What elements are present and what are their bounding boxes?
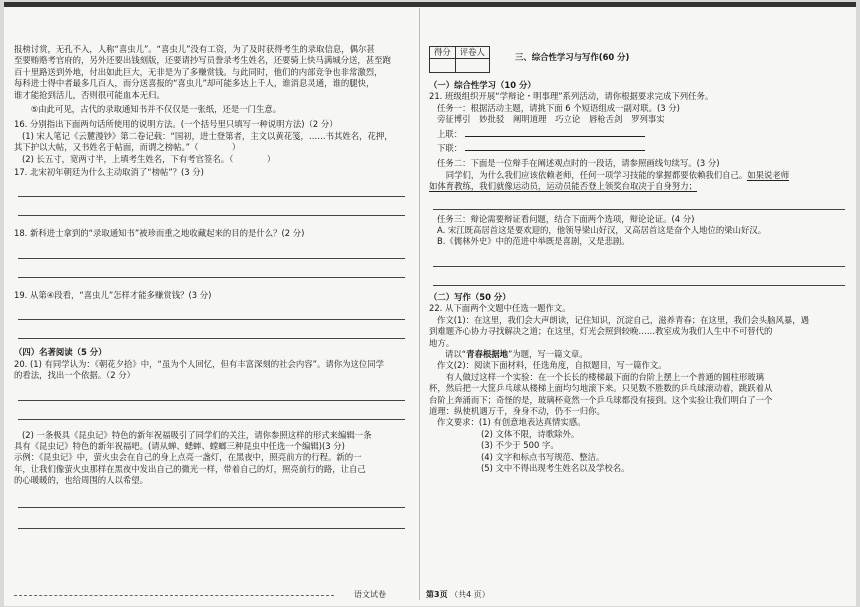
essay1-topic: 青春根据地 xyxy=(466,348,508,359)
footer-subject: 语文试卷 xyxy=(354,590,386,599)
section-header xyxy=(429,46,849,72)
phrase-6: 罗列事实 xyxy=(631,114,665,125)
exam-sheet xyxy=(4,2,856,606)
task2: 任务二：下面是一位辩手在阐述观点时的一段话，请参照画线句续写。(3 分) xyxy=(437,158,720,169)
q16-part1-a: (1) 宋人笔记《云麓漫钞》第二卷记载：“国初，进士登第者，主文以黄花笺，……书其姓名，花押， xyxy=(22,130,393,141)
subsection-1-title: （一）综合性学习（10 分） xyxy=(429,80,536,90)
section-4-title: （四）名著阅读（5 分） xyxy=(14,347,107,358)
q18-title: 18. 新科进士拿到的“录取通知书”被珍而重之地收藏起来的目的是什么？(2 分) xyxy=(14,228,305,239)
q20-part2-e: 的心暖暖的，也给周围的人以希望。 xyxy=(14,475,148,486)
essay-req-4: (4) 文字和标点书写规范、整洁。 xyxy=(481,451,605,462)
task1: 任务一：根据活动主题，请挑下面 6 个短语组成一副对联。(3 分) xyxy=(437,102,680,113)
q20-2-answer-line-1[interactable] xyxy=(18,495,405,508)
q18-answer-line-1[interactable] xyxy=(18,246,405,259)
couplet-lower-blank[interactable] xyxy=(465,150,645,151)
intro-line-6: ⑤由此可见，古代的录取通知书并不仅仅是一张纸，还是一门生意。 xyxy=(30,104,282,115)
task2-underline-b-row xyxy=(429,181,849,192)
q20-1-answer-line-1[interactable] xyxy=(18,388,405,401)
footer-page-total: （共4 页） xyxy=(450,590,490,599)
couplet-upper-blank[interactable] xyxy=(465,136,645,137)
footer-rule-left xyxy=(14,595,334,596)
essay-req-2: (2) 文体不限，诗歌除外。 xyxy=(481,428,580,439)
q19-title: 19. 从第④段看，“喜虫儿”怎样才能多赚赏钱？(3 分) xyxy=(14,289,212,300)
task2-body xyxy=(429,170,849,181)
q20-1-answer-line-2[interactable] xyxy=(18,407,405,420)
intro-line-5: 谁才能抢到活儿，否则很可能血本无归。 xyxy=(14,89,165,100)
couplet-upper-label: 上联： xyxy=(437,128,463,139)
phrase-1: 旁征博引 xyxy=(437,114,471,125)
task3-option-b: B.《儒林外史》中的范进中举既是喜剧，又是悲剧。 xyxy=(437,236,630,247)
essay-req-1: 作文要求：(1) 有创意地表达真情实感。 xyxy=(437,417,586,428)
q19-answer-line-1[interactable] xyxy=(18,307,405,320)
footer-page-number: 第3页 xyxy=(426,590,448,599)
q20-part2-b: 具有《昆虫记》特色的新年祝福吧。(请从蝉、蟋蟀、螳螂三种昆虫中任选一个编辑)(3 分) xyxy=(14,440,345,451)
grader-cell[interactable] xyxy=(455,59,489,73)
q17-title: 17. 北宋初年朝廷为什么主动取消了“榜帖”？(3 分) xyxy=(14,167,204,178)
q20-part2-c: 示例：《昆虫记》中，萤火虫会在自己的身上点亮一盏灯，在黑夜中，照亮前方的行程。新的一 xyxy=(14,452,362,463)
task3-option-a: A. 宋江既高居首这是要欢迎的，他领导梁山好汉，又高居首这是奋个人地位的梁山好汉。 xyxy=(437,225,767,236)
couplet-lower xyxy=(429,143,849,154)
intro-line-2: 至要贿赂考官府的，另外还要出钱刻版，还要请抄写员誊录考生姓名，还要骑上快马满城分送，甚至跑 xyxy=(14,55,391,66)
essay1-a: 作文(1)：在这里，我们会大声朗读，记住知识，沉淀自己，滋养青春；在这里，我们会头脑风暴，遇 xyxy=(437,314,809,325)
column-divider xyxy=(419,8,420,600)
scan-edge xyxy=(4,2,856,7)
essay1-c: 地方。 xyxy=(429,337,455,348)
q20-part1-b: 的看法，找出一个依据。（2 分） xyxy=(14,370,136,381)
intro-line-1: 报榜讨赏，无孔不入，人称“喜虫儿”。“喜虫儿”没有工资，为了及时获得考生的录取信息，偶尔甚 xyxy=(14,44,375,54)
essay1-prompt-post: ”为题，写一篇文章。 xyxy=(507,348,588,359)
section-3-title: 三、综合性学习与写作(60 分) xyxy=(515,52,630,62)
essay2-d: 台阶上奔涌而下；奇怪的是，玻璃杯竟然一个乒乓球都没有接到。这个实验让我们明白了一个 xyxy=(429,394,773,405)
footer-page xyxy=(426,589,490,600)
phrase-list xyxy=(429,114,849,125)
essay2-b: 有人做过这样一个实验：在一个长长的楼梯最下面的台阶上摆上一个普通的圆柱形玻璃 xyxy=(445,371,765,382)
grader-label: 评卷人 xyxy=(455,47,489,59)
q20-part2-d: 年，让我们像萤火虫那样在黑夜中发出自己的微光一样，带着自己的灯，照亮前行的路，让自己 xyxy=(14,463,366,474)
task2-underline-a: 如果说老师 xyxy=(747,169,790,180)
q20-2-answer-line-2[interactable] xyxy=(18,516,405,529)
phrase-4: 巧立论 xyxy=(555,114,581,125)
q20-part1-a: 20. (1) 有同学认为：《朝花夕拾》中，“虽为个人回忆，但有丰富深刻的社会内容”。请你为这位同学 xyxy=(14,358,384,369)
essay-req-3: (3) 不少于 500 字。 xyxy=(481,440,559,451)
q19-answer-line-2[interactable] xyxy=(18,326,405,339)
phrase-5: 唇枪舌剑 xyxy=(588,114,623,125)
intro-line-4: 每科进士得中者最多几百人，而分送喜报的“喜虫儿”却可能多达上千人，谁消息灵通，谁的腿快， xyxy=(14,78,375,89)
q17-answer-line-2[interactable] xyxy=(18,203,405,216)
score-box xyxy=(429,46,490,73)
score-cell[interactable] xyxy=(430,59,456,73)
task3: 任务三：辩论需要辩证看问题，结合下面两个选项，辩论论证。(4 分) xyxy=(437,213,695,224)
essay1-prompt xyxy=(429,349,849,360)
task3-answer-line-1[interactable] xyxy=(433,254,845,267)
task2-answer-line[interactable] xyxy=(433,197,845,210)
left-column xyxy=(14,44,409,529)
q16-title: 16. 分别指出下面两句话所使用的说明方法。(一个括号里只填写一种说明方法)（2 分） xyxy=(14,119,338,130)
essay1-b: 到难题齐心协力寻找解决之道；在这里，灯光会照到较晚……教室成为我们人生中不可替代的 xyxy=(429,326,773,337)
q21-title: 21. 班级组织开展“学辩论・明事理”系列活动，请你根据要求完成下列任务。 xyxy=(429,91,714,102)
intro-line-3: 百十里路送到外地，付出如此巨大，无非是为了多赚赏钱。与此同时，他们的内部竞争也非常激烈， xyxy=(14,66,383,77)
couplet-upper xyxy=(429,129,849,140)
essay2-c: 杯，然后把一大筐乒乓球从楼梯上面均匀地滚下来。只见数不胜数的乒乓球滚动着，跳跃着从 xyxy=(429,383,773,394)
couplet-lower-label: 下联： xyxy=(437,143,463,154)
q18-answer-line-2[interactable] xyxy=(18,265,405,278)
essay2-a: 作文(2)：阅读下面材料，任选角度，自拟题目，写一篇作文。 xyxy=(437,360,667,371)
q16-part2: (2) 长五寸，宽两寸半，上填考生姓名，下有考官签名。（ ） xyxy=(22,153,276,164)
phrase-2: 妙批驳 xyxy=(479,114,505,125)
q22-title: 22. 从下面两个文题中任选一题作文。 xyxy=(429,303,571,314)
task3-answer-line-2[interactable] xyxy=(433,273,845,286)
subsection-2-title: （二）写作（50 分） xyxy=(429,291,511,302)
q20-part2-a: (2) 一条极具《昆虫记》特色的新年祝福吸引了同学们的关注，请你参照这样的形式来编辑一条 xyxy=(22,429,372,440)
q16-part1-b: 其下护以大帖，又书姓名于帖面，而谓之榜帖。”（ ） xyxy=(14,142,241,153)
task2-underline-b: 如体育教练，我们就像运动员，运动员能否登上领奖台取决于自身努力； xyxy=(429,181,697,192)
right-column xyxy=(429,46,849,474)
score-label: 得分 xyxy=(430,47,456,59)
phrase-3: 阐明道理 xyxy=(512,114,547,125)
q17-answer-line-1[interactable] xyxy=(18,184,405,197)
task2-body-a: 同学们，为什么我们应该依赖老师，任何一项学习技能的掌握都要依赖我们自己。 xyxy=(445,169,748,180)
essay2-e: 道理：纵使机遇万千，身身不动，仍不一归你。 xyxy=(429,405,605,416)
essay1-prompt-pre: 请以“ xyxy=(445,348,467,359)
essay-req-5: (5) 文中不得出现考生姓名以及学校名。 xyxy=(481,462,630,473)
